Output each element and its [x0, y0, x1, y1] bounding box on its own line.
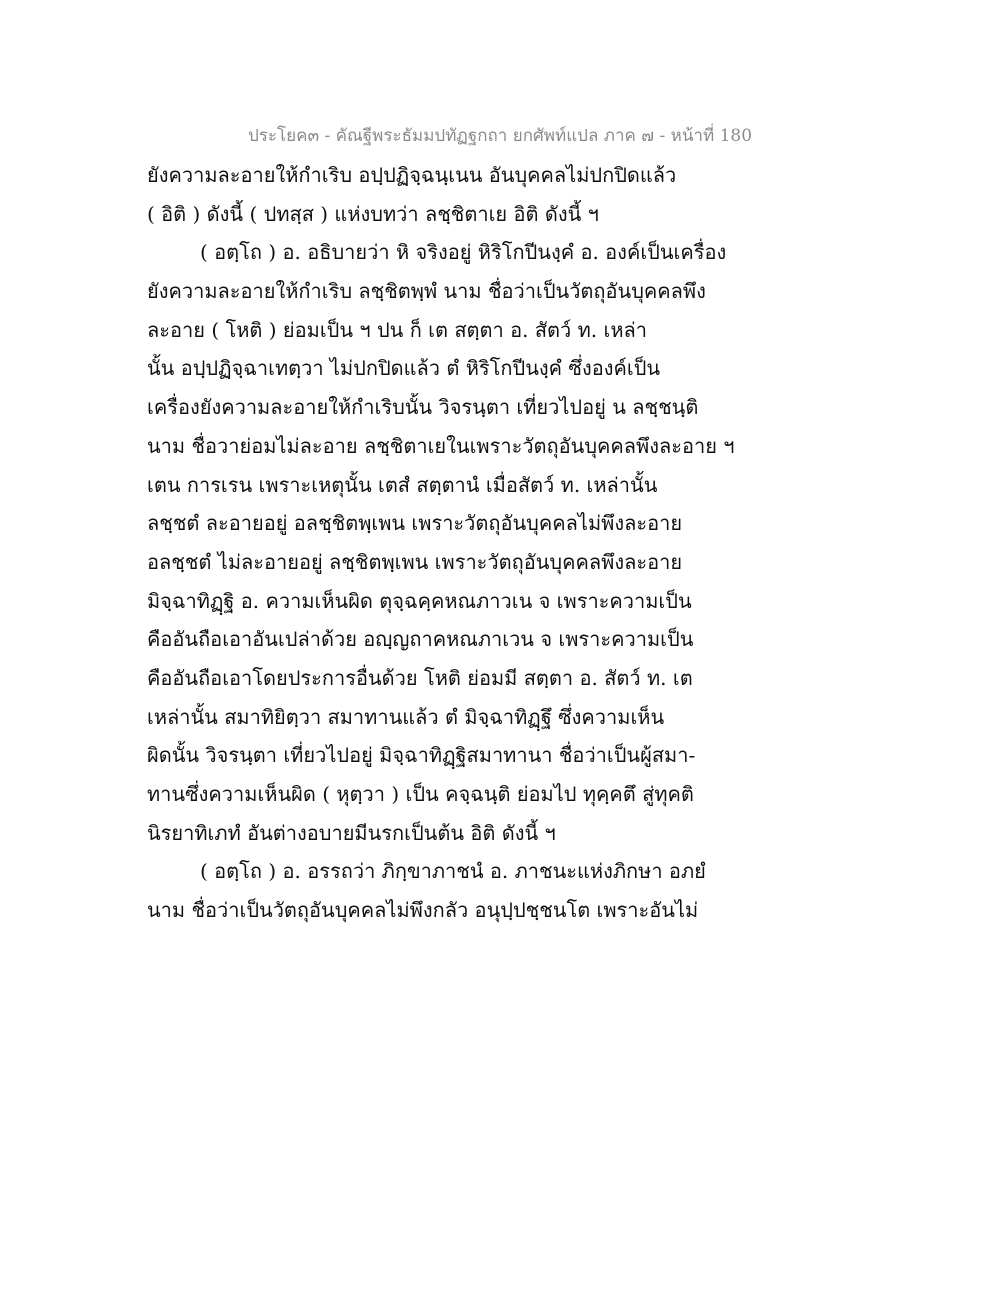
running-header: ประโยค๓ - คัณฐีพระธัมมปทัฏฐกถา ยกศัพท์แปล ภาค ๗ - หน้าที่ 180	[247, 126, 753, 146]
text-line: ละอาย ( โหติ ) ย่อมเป็น ฯ ปน ก็ เต สตฺตา อ. สัตว์ ท. เหล่า	[147, 317, 648, 342]
text-line: ลชฺชตํ ละอายอยู่ อลชฺชิตพฺเพน เพราะวัตถุอันบุคคลไม่พึงละอาย	[147, 511, 683, 536]
text-line: อลชฺชตํ ไม่ละอายอยู่ ลชฺชิตพฺเพน เพราะวัตถุอันบุคคลพึงละอาย	[147, 549, 683, 574]
text-line: นั้น อปฺปฏิจฺฉาเทตฺวา ไม่ปกปิดแล้ว ตํ หิริโกปีนงฺคํ ซึ่งองค์เป็น	[147, 356, 661, 381]
text-line: เหล่านั้น สมาทิยิตฺวา สมาทานแล้ว ตํ มิจฺฉาทิฏฺฐึ ซึ่งความเห็น	[147, 704, 665, 729]
text-line: นิรยาทิเภทํ อันต่างอบายมีนรกเป็นต้น อิติ ดังนี้ ฯ	[147, 820, 556, 845]
text-line: เตน การเรน เพราะเหตุนั้น เตสํ สตฺตานํ เมื่อสัตว์ ท. เหล่านั้น	[147, 472, 658, 497]
text-line: ( อตฺโถ ) อ. อรรถว่า ภิกฺขาภาชนํ อ. ภาชนะแห่งภิกษา อภยํ	[200, 859, 706, 884]
text-line: ผิดนั้น วิจรนฺตา เที่ยวไปอยู่ มิจฺฉาทิฏฺฐิสมาทานา ชื่อว่าเป็นผู้สมา-	[147, 743, 696, 768]
text-line: มิจฺฉาทิฏฺฐิ อ. ความเห็นผิด ตุจฺฉคฺคหณภาวเน จ เพราะความเป็น	[147, 588, 692, 613]
text-line: ทานซึ่งความเห็นผิด ( หุตฺวา ) เป็น คจฺฉนฺติ ย่อมไป ทุคฺคตึ สู่ทุคติ	[147, 782, 694, 806]
text-line: นาม ชื่อวาย่อมไม่ละอาย ลชฺชิตาเยในเพราะวัตถุอันบุคคลพึงละอาย ฯ	[147, 433, 735, 458]
text-line: ยังความละอายให้กำเริบ ลชฺชิตพฺพํ นาม ชื่อว่าเป็นวัตถุอันบุคคลพึง	[147, 279, 706, 304]
text-line: ยังความละอายให้กำเริบ อปฺปฏิจฺฉนฺเนน อันบุคคลไม่ปกปิดแล้ว	[147, 163, 677, 187]
text-line: ( อิติ ) ดังนี้ ( ปทสฺส ) แห่งบทว่า ลชฺชิตาเย อิติ ดังนี้ ฯ	[147, 201, 599, 226]
text-line: คืออันถือเอาโดยประการอื่นด้วย โหติ ย่อมมี สตฺตา อ. สัตว์ ท. เต	[147, 665, 693, 690]
body-text	[147, 156, 867, 930]
text-line: คืออันถือเอาอันเปล่าด้วย อญฺญถาคหณภาเวน จ เพราะความเป็น	[147, 627, 694, 652]
text-line: นาม ชื่อว่าเป็นวัตถุอันบุคคลไม่พึงกลัว อนุปฺปชฺชนโต เพราะอันไม่	[147, 898, 699, 923]
text-line: เครื่องยังความละอายให้กำเริบนั้น วิจรนฺตา เที่ยวไปอยู่ น ลชฺชนฺติ	[147, 395, 699, 420]
text-line: ( อตฺโถ ) อ. อธิบายว่า หิ จริงอยู่ หิริโกปีนงฺคํ อ. องค์เป็นเครื่อง	[200, 240, 727, 265]
